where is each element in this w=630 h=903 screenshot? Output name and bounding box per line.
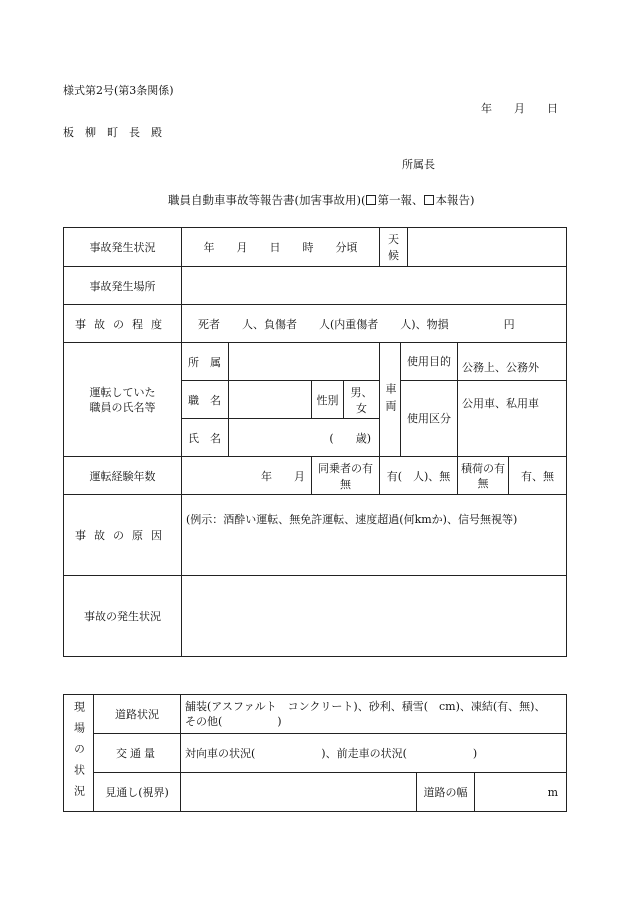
row-road-condition	[64, 695, 567, 734]
form-title	[168, 192, 474, 208]
accident-time-label: 事故発生状況	[64, 228, 182, 267]
purpose-value[interactable]: 公務上、公務外	[458, 343, 567, 381]
accident-place-field[interactable]	[182, 267, 567, 305]
driver-info-label	[64, 343, 182, 457]
title-first: 第一報、	[377, 193, 424, 207]
row-accident-circumstances	[64, 576, 567, 657]
cargo-value[interactable]: 有、無	[509, 457, 567, 495]
driver-info-label-line2: 職員の氏名等	[89, 400, 156, 414]
gender-value[interactable]: 男、女	[344, 381, 380, 419]
name-field[interactable]: ( 歳)	[229, 419, 380, 457]
visibility-field[interactable]	[181, 773, 417, 812]
road-condition-field[interactable]	[181, 695, 567, 734]
accident-severity-label: 事故の程度	[64, 305, 182, 343]
passenger-label: 同乗者の有無	[312, 457, 380, 495]
affiliation-field[interactable]	[229, 343, 380, 381]
road-width-field[interactable]: m	[475, 773, 567, 812]
visibility-label: 見通し(視界)	[94, 773, 181, 812]
final-report-checkbox[interactable]	[424, 195, 434, 205]
row-accident-time	[64, 228, 567, 267]
first-report-checkbox[interactable]	[366, 195, 376, 205]
row-driving-experience	[64, 457, 567, 495]
experience-label: 運転経験年数	[64, 457, 182, 495]
weather-field[interactable]	[408, 228, 567, 267]
usage-category-value[interactable]: 公用車、私用車	[458, 381, 567, 457]
vehicle-label: 車両	[380, 343, 401, 457]
position-label: 職 名	[182, 381, 229, 419]
row-accident-place	[64, 267, 567, 305]
weather-label: 天候	[380, 228, 408, 267]
gender-label: 性別	[312, 381, 344, 419]
accident-cause-label: 事故の原因	[64, 495, 182, 576]
accident-circumstances-label: 事故の発生状況	[64, 576, 182, 657]
purpose-label: 使用目的	[401, 343, 458, 381]
row-accident-cause	[64, 495, 567, 576]
addressee: 板 柳 町 長 殿	[63, 126, 162, 139]
accident-cause-field[interactable]: (例示：酒酔い運転、無免許運転、速度超過(何kmか)、信号無視等)	[182, 495, 567, 576]
affiliation-label: 所 属	[182, 343, 229, 381]
accident-circumstances-field[interactable]	[182, 576, 567, 657]
road-condition-line1: 舗装(アスファルト コンクリート)、砂利、積雪( cm)、凍結(有、無)、	[185, 700, 546, 713]
form-number: 様式第2号(第3条関係)	[63, 84, 174, 97]
name-label: 氏 名	[182, 419, 229, 457]
road-width-label: 道路の幅	[417, 773, 475, 812]
accident-severity-field[interactable]: 死者 人、負傷者 人(内重傷者 人)、物損 円	[182, 305, 567, 343]
row-visibility	[64, 773, 567, 812]
site-conditions-table	[63, 694, 567, 812]
cargo-label: 積荷の有無	[458, 457, 509, 495]
traffic-volume-label: 交通量	[94, 734, 181, 773]
usage-category-label: 使用区分	[401, 381, 458, 457]
driver-info-label-line1: 運転していた	[89, 385, 156, 399]
department-head: 所属長	[402, 158, 435, 171]
accident-time-field[interactable]: 年 月 日 時 分頃	[182, 228, 380, 267]
accident-place-label: 事故発生場所	[64, 267, 182, 305]
experience-field[interactable]: 年 月	[182, 457, 312, 495]
row-driver-affiliation	[64, 343, 567, 381]
position-field[interactable]	[229, 381, 312, 419]
title-main: 職員自動車事故等報告書(加害事故用)(	[168, 193, 366, 207]
title-final: 本報告)	[435, 193, 475, 207]
row-traffic-volume	[64, 734, 567, 773]
accident-report-table	[63, 227, 567, 657]
passenger-value[interactable]: 有( 人)、無	[380, 457, 458, 495]
report-date: 年 月 日	[481, 102, 558, 115]
road-condition-label: 道路状況	[94, 695, 181, 734]
site-conditions-label: 現場の状況	[64, 695, 94, 812]
row-accident-severity	[64, 305, 567, 343]
road-condition-line2: その他( )	[185, 715, 282, 728]
traffic-volume-field[interactable]: 対向車の状況( )、前走車の状況( )	[181, 734, 567, 773]
